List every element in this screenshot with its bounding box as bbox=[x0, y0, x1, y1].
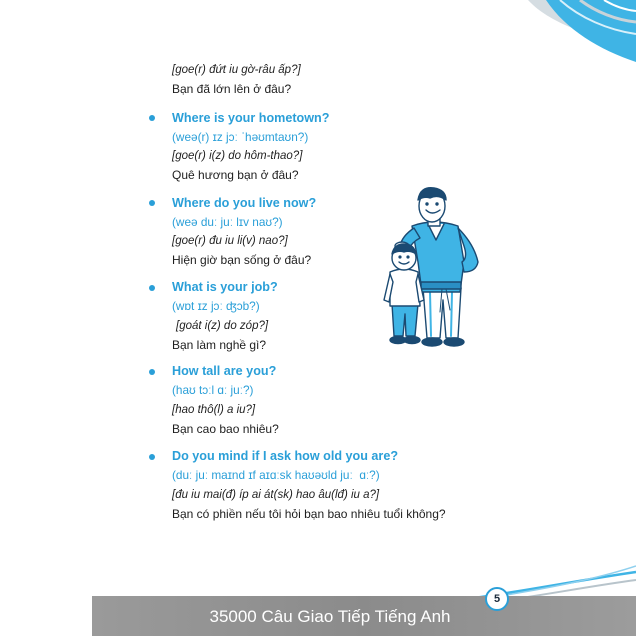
question-text: Do you mind if I ask how old you are? bbox=[172, 449, 399, 463]
footer-banner bbox=[92, 596, 636, 636]
meaning-text: Quê hương bạn ở đâu? bbox=[172, 168, 299, 183]
question-text: What is your job? bbox=[172, 280, 278, 294]
question-text: How tall are you? bbox=[172, 364, 277, 378]
pronunciation-text: [goe(r) i(z) do hôm-thao?] bbox=[172, 150, 303, 163]
ipa-text: (weə duː juː lɪv naʊ?) bbox=[172, 214, 283, 229]
page-number: 5 bbox=[485, 587, 509, 611]
ipa-text: (weə(r) ɪz jɔː ˈhəʊmtaʊn?) bbox=[172, 129, 309, 144]
ipa-text: (duː juː maɪnd ɪf aɪɑːsk haʊəʊld juː ɑː?) bbox=[172, 468, 380, 483]
book-title: 35000 Câu Giao Tiếp Tiếng Anh bbox=[209, 607, 451, 626]
meaning-text: Bạn làm nghề gì? bbox=[172, 337, 267, 352]
question-text: Where do you live now? bbox=[172, 195, 317, 210]
pronunciation-text: [goe(r) đứt iu gờ-râu ấp?] bbox=[172, 63, 301, 76]
ipa-text: (haʊ tɔːl ɑː juː?) bbox=[172, 383, 254, 398]
pronunciation-text: [đu iu mai(đ) íp ai át(sk) hao âu(lđ) iu a?] bbox=[172, 488, 380, 501]
meaning-text: Hiện giờ bạn sống ở đâu? bbox=[172, 253, 312, 268]
meaning-text: Bạn có phiền nếu tôi hỏi bạn bao nhiêu tuổi không? bbox=[172, 506, 446, 521]
pronunciation-text: [goe(r) đu iu li(v) nao?] bbox=[172, 235, 288, 248]
meaning-text: Bạn đã lớn lên ở đâu? bbox=[172, 81, 292, 96]
pronunciation-text: [goát i(z) do zóp?] bbox=[176, 319, 269, 332]
ipa-text: (wɒt ɪz jɔː ʤɔb?) bbox=[172, 299, 260, 314]
pronunciation-text: [hao thô(l) a iu?] bbox=[172, 403, 256, 416]
meaning-text: Bạn cao bao nhiêu? bbox=[172, 421, 279, 436]
question-text: Where is your hometown? bbox=[172, 110, 330, 125]
